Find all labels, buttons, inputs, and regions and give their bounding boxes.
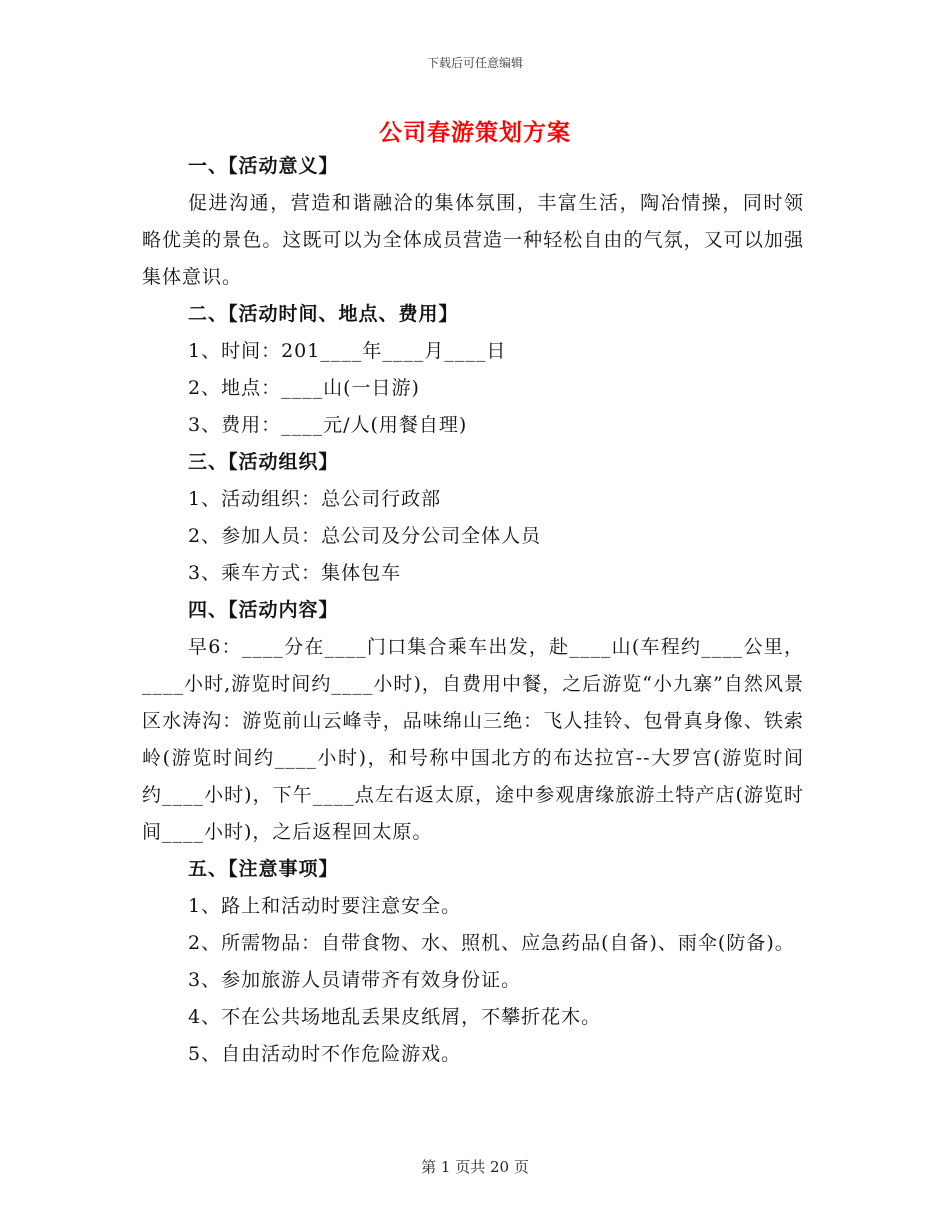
list-item-no-littering: 4、不在公共场地乱丢果皮纸屑，不攀折花木。 <box>188 1006 602 1028</box>
section-heading-significance: 一、【活动意义】 <box>188 155 339 177</box>
list-item-participants: 2、参加人员：总公司及分公司全体人员 <box>188 525 542 547</box>
section-heading-organization: 三、【活动组织】 <box>188 451 339 473</box>
list-item-safety: 1、路上和活动时要注意安全。 <box>188 895 462 917</box>
list-item-cost: 3、费用：____元/人(用餐自理) <box>188 414 468 436</box>
content-paragraph: 早6：____分在____门口集合乘车出发，赴____山(车程约____公里，____小时,游览时间约____小时)，自费用中餐，之后游览“小九寨”自然风景区水涛沟：游览前山云峰寺，品味绵山三绝：飞人挂铃、包骨真身像、铁索岭(游览时间约____小时)，和号称中国北方的布达拉宫--大罗宫(游览时间约____小时)，下午____点左右返太原，途中参观唐缘旅游土特产店(游览时间____小时)，之后返程回太原。 <box>142 636 804 843</box>
significance-paragraph: 促进沟通，营造和谐融洽的集体氛围，丰富生活，陶冶情操，同时领略优美的景色。这既可以为全体成员营造一种轻松自由的气氛，又可以加强集体意识。 <box>142 192 804 288</box>
list-item-organizer: 1、活动组织：总公司行政部 <box>188 488 442 510</box>
list-item-time: 1、时间：201____年____月____日 <box>188 340 507 362</box>
list-item-place: 2、地点：____山(一日游) <box>188 377 420 399</box>
document-body <box>142 148 804 1073</box>
section-heading-time-place-cost: 二、【活动时间、地点、费用】 <box>188 303 459 325</box>
list-item-no-danger: 5、自由活动时不作危险游戏。 <box>188 1043 462 1065</box>
list-item-supplies: 2、所需物品：自带食物、水、照机、应急药品(自备)、雨伞(防备)。 <box>188 932 795 954</box>
list-item-id-card: 3、参加旅游人员请带齐有效身份证。 <box>188 969 522 991</box>
section-heading-content: 四、【活动内容】 <box>188 599 339 621</box>
page-footer: 第 1 页共 20 页 <box>421 1158 529 1176</box>
header-note: 下载后可任意编辑 <box>426 56 523 70</box>
section-heading-notes: 五、【注意事项】 <box>188 858 339 880</box>
document-title: 公司春游策划方案 <box>379 119 571 146</box>
list-item-transport: 3、乘车方式：集体包车 <box>188 562 402 584</box>
